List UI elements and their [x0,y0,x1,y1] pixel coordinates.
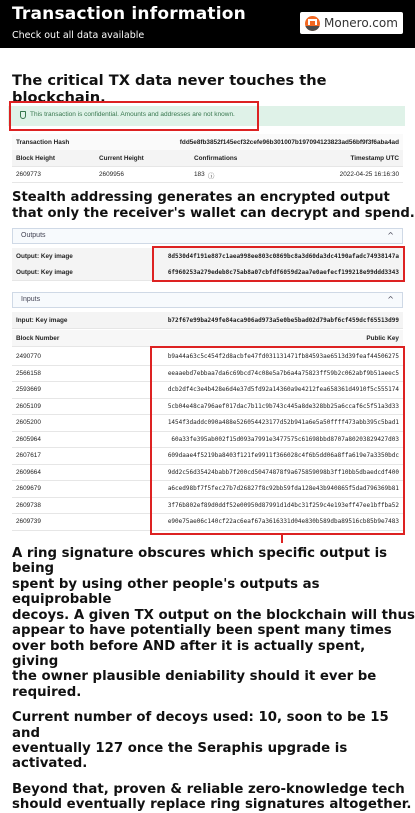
col-timestamp: Timestamp UTC [350,155,399,162]
output-key-image[interactable]: 6f960253a279edeb8c75ab8a07cbfdf6059d2aa7e0aefecf199218e99ddd3343 [167,269,399,276]
zk-paragraph-line: should eventually replace ring signatures altogether. [12,797,412,813]
ring-member-block[interactable]: 2490770 [16,353,41,360]
page-header [0,0,415,48]
chevron-up-icon[interactable]: ^ [387,295,394,304]
highlight-box-ring [150,346,405,535]
page-subtitle: Check out all data available [12,30,145,41]
tx-hash-label: Transaction Hash [16,139,70,146]
input-key-image[interactable]: b72f67e99ba249fe84aca906ad973a5e0be5bad02d79abf6cf459dcf65513d99 [167,317,399,324]
monero-logo-icon [305,16,320,31]
inputs-column-headers [12,330,403,347]
col-confirmations: Confirmations [194,155,238,162]
col-current-height: Current Height [99,155,144,162]
outputs-panel-header[interactable] [12,228,403,244]
decoy-paragraph [12,710,415,772]
ring-paragraph-line: A ring signature obscures which specific output is being [12,546,388,577]
input-key-image-row [12,312,403,329]
ring-member-block[interactable]: 2607617 [16,452,41,459]
col-block-number: Block Number [16,335,60,342]
block-height-value[interactable]: 2609773 [16,171,41,178]
caption-stealth-line-1: Stealth addressing generates an encrypted output [12,190,390,205]
ring-paragraph-line: over both before AND after it is actually spent, giving [12,638,366,669]
brand-logo[interactable] [300,12,403,34]
ring-member-public-key[interactable]: 9dd2c56d35424babb7f200cd50474878f9a675859098b3ff10bb5dbaedcdf400 [167,468,399,476]
ring-member-block[interactable]: 2605200 [16,419,41,426]
output-key-image[interactable]: 8d530d4f191e887c1aea998ee803c0869bc8a3d60da3dc4190afadc74938147a [167,253,399,260]
tx-hash-row [12,134,403,151]
ring-member-public-key[interactable]: 3f76b802ef89d0ddf52e00950d87991d1d4bc31f259c4e193eff47ee1bffba52 [167,501,399,509]
ring-member-public-key[interactable]: a6ced98bf7f5fec27b7d26827f8c92bb59fda128e43b940865f5dad796369b81 [167,485,399,492]
tx-summary-table [12,134,403,184]
ring-member-block[interactable]: 2609739 [16,518,41,525]
col-block-height: Block Height [16,155,56,162]
ring-member-public-key[interactable]: e90e75ae06c140cf22ac6eaf67a3616331d04e830b589dba89516cb85b9e7483 [167,518,399,525]
ring-member-block[interactable]: 2609738 [16,501,41,509]
zk-paragraph-line: Beyond that, proven & reliable zero-knowledge tech [12,781,405,797]
ring-member-block[interactable]: 2605109 [16,402,41,410]
ring-member-block[interactable]: 2609679 [16,485,41,492]
ring-paragraph-line: spent by using other people's outputs as equiprobable [12,576,320,608]
ring-paragraph-line: the owner plausible deniability should it ever be [12,669,377,685]
ring-member-public-key[interactable]: 1454f3daddc090a488e526054423177d52b941a6e5a50ffff473abb395c5bad1 [167,419,399,426]
chevron-up-icon[interactable]: ^ [387,231,394,240]
ring-member-public-key[interactable]: 5cb04e48ca796aef017dac7b11c9b743c445a8de328bb25a6ccaf6c5f51a3d33 [167,402,399,410]
tx-column-headers [12,150,403,167]
outputs-title: Outputs [21,232,46,239]
highlight-box-notice [9,101,259,131]
page-title: Transaction information [12,4,246,24]
ring-member-public-key[interactable]: b9a44a63c5c454f2d8acbfe47fd031131471fb84593ae6513d39feaf44506275 [167,353,399,360]
ring-member-block[interactable]: 2593669 [16,386,41,393]
decoy-paragraph-line: eventually 127 once the Seraphis upgrade is activated. [12,741,348,772]
ring-paragraph-line: decoys. A given TX output on the blockchain will thus [12,607,415,623]
ring-member-public-key[interactable]: dcb2df4c3e4b428e6d4e37d5fd92a14360a9e4212fea658361d4910f5c555174 [167,386,399,393]
caption-blockchain: The critical TX data never touches the blockchain. [12,72,327,107]
highlight-connector [281,535,283,543]
highlight-box-outputs [152,246,405,282]
current-height-value: 2609956 [99,171,124,178]
output-label: Output: Key image [16,253,73,260]
output-label: Output: Key image [16,269,73,276]
ring-member-block[interactable]: 2566158 [16,369,41,377]
col-public-key: Public Key [366,335,399,342]
ring-paragraph-line: appear to have potentially been spent many times [12,623,392,639]
inputs-panel-header[interactable] [12,292,403,308]
info-icon: ⓘ [208,173,215,180]
ring-member-block[interactable]: 2605964 [16,435,41,443]
tx-hash-value[interactable]: fdd5e8fb3852f145ecf32cefe96b301007b197094123823ad56bf9f3f6aba4ad [179,139,399,146]
caption-ring-signature [12,546,415,813]
ring-member-public-key[interactable]: eeaaebd7ebbaa7da6c69bcd74c08e5a7b6a4a75823ff59b2c062abf9b51aeec5 [167,369,399,377]
tx-values-row [12,166,403,183]
ring-member-public-key[interactable]: 60a33fe395ab002f15d093a7991e3477575c61698bbd8707a80203829427d03 [171,435,399,443]
timestamp-value: 2022-04-25 16:16:30 [339,171,399,178]
caption-stealth-line-2: that only the receiver's wallet can decrypt and spend. [12,205,415,221]
decoy-paragraph-line: Current number of decoys used: 10, soon to be 15 and [12,710,389,741]
ring-member-block[interactable]: 2609664 [16,468,41,476]
brand-name: Monero.com [324,16,398,30]
input-key-label: Input: Key image [16,317,68,324]
ring-member-public-key[interactable]: 609daae4f5219ba8403f121fe9911f366028c4f6b5dd06a8ffa619e7a3350bdc [167,452,399,459]
ring-paragraph-line: required. [12,684,82,700]
inputs-title: Inputs [21,296,41,303]
ring-paragraph [12,546,415,700]
caption-stealth [12,190,415,221]
zk-paragraph [12,782,415,813]
notice-text: This transaction is confidential. Amounts and addresses are not known. [30,111,235,118]
confirmations-value: 183 [194,171,205,178]
